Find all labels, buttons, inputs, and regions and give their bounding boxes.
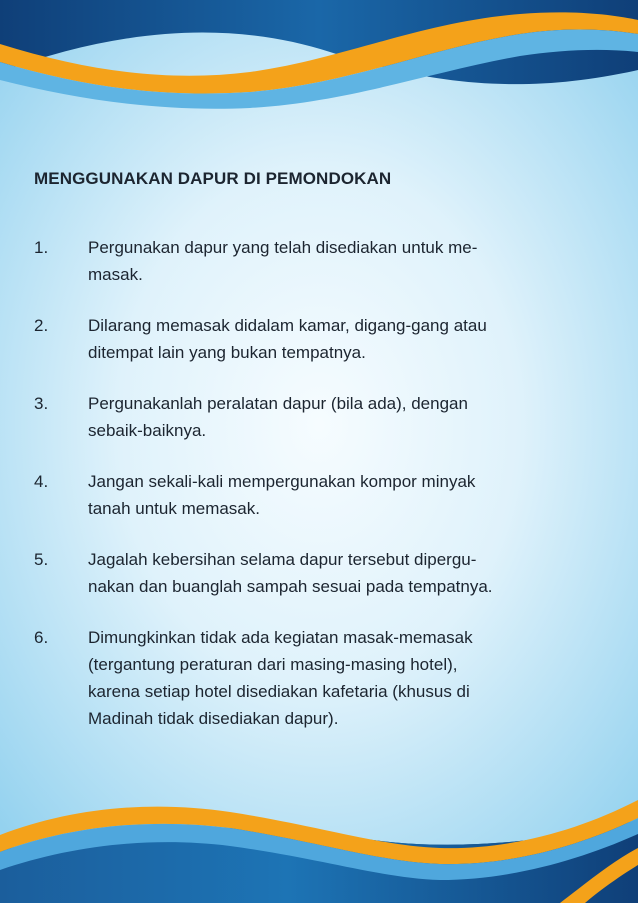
item-text: Pergunakan dapur yang telah disediakan untuk me- masak. <box>88 238 478 284</box>
document-content <box>34 168 604 756</box>
item-number: 4. <box>34 472 49 491</box>
page-title: MENGGUNAKAN DAPUR DI PEMONDOKAN <box>34 169 392 188</box>
list-item <box>34 468 604 522</box>
list-item <box>34 312 604 366</box>
item-text: Jangan sekali-kali mempergunakan kompor minyak tanah untuk memasak. <box>88 472 476 518</box>
item-number: 5. <box>34 550 49 569</box>
item-number: 3. <box>34 394 49 413</box>
item-text: Pergunakanlah peralatan dapur (bila ada), dengan sebaik-baiknya. <box>88 394 468 440</box>
item-number: 6. <box>34 628 49 647</box>
item-number: 2. <box>34 316 49 335</box>
item-text: Jagalah kebersihan selama dapur tersebut dipergu- nakan dan buanglah sampah sesuai pada tempatnya. <box>88 550 493 596</box>
list-item <box>34 234 604 288</box>
list-item <box>34 624 604 732</box>
rules-list <box>34 234 604 732</box>
list-item <box>34 390 604 444</box>
list-item <box>34 546 604 600</box>
item-text: Dimungkinkan tidak ada kegiatan masak-memasak (tergantung peraturan dari masing-masing hotel), karena setiap hotel disediakan kafetaria (khusus di Madinah tidak disediakan dapur). <box>88 628 473 728</box>
item-text: Dilarang memasak didalam kamar, digang-gang atau ditempat lain yang bukan tempatnya. <box>88 316 487 362</box>
item-number: 1. <box>34 238 49 257</box>
